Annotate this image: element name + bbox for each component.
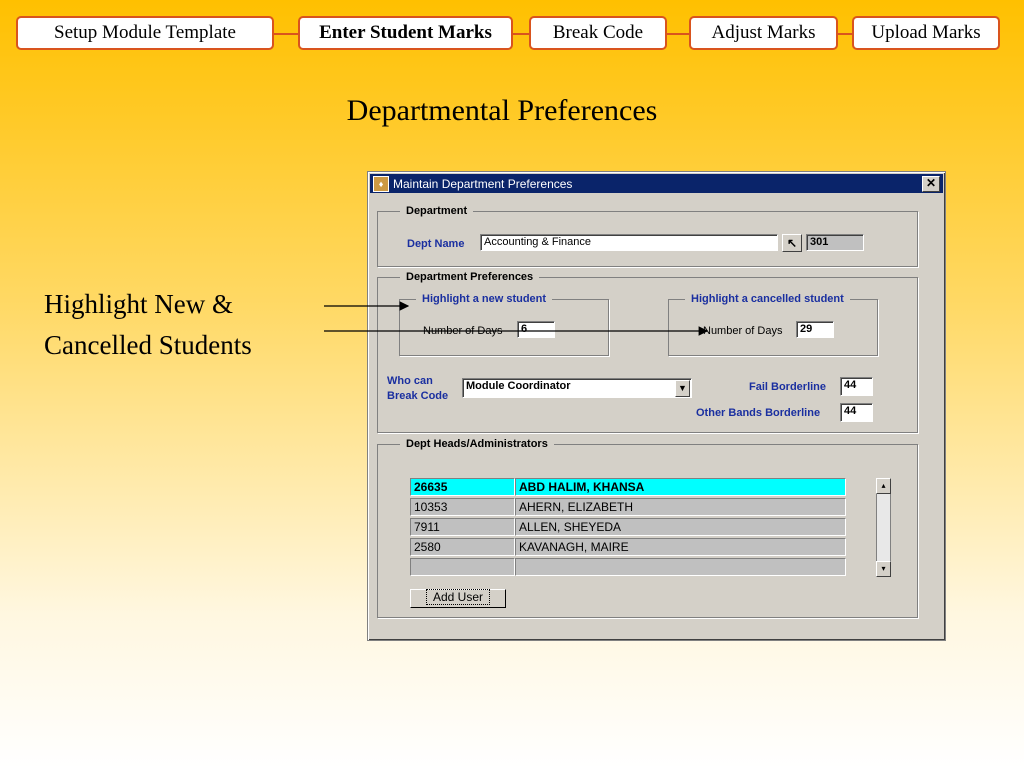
callout-line-1: Highlight New & — [44, 289, 233, 319]
break-code-label-1: Who can — [387, 375, 433, 387]
scroll-up-icon[interactable]: ▴ — [876, 478, 891, 494]
add-user-label: Add User — [427, 590, 489, 604]
admin-name-cell[interactable]: AHERN, ELIZABETH — [515, 498, 846, 516]
dept-code-field: 301 — [806, 234, 864, 251]
lov-cursor-icon[interactable]: ↖ — [782, 234, 802, 252]
dept-name-label: Dept Name — [407, 238, 465, 250]
fail-borderline-input[interactable]: 44 — [840, 377, 873, 396]
flow-step-adjust-marks[interactable]: Adjust Marks — [689, 16, 838, 50]
new-student-days-label: Number of Days — [423, 325, 503, 337]
flow-step-break-code[interactable]: Break Code — [529, 16, 667, 50]
other-bands-borderline-label: Other Bands Borderline — [696, 407, 821, 419]
admin-id-cell[interactable]: 2580 — [410, 538, 515, 556]
new-student-days-input[interactable]: 6 — [517, 321, 555, 338]
admin-id-cell[interactable]: 7911 — [410, 518, 515, 536]
cancelled-student-legend: Highlight a cancelled student — [691, 293, 844, 305]
admin-name-cell[interactable]: KAVANAGH, MAIRE — [515, 538, 846, 556]
slide-title: Departmental Preferences — [346, 94, 658, 127]
chevron-down-icon[interactable]: ▼ — [675, 380, 690, 397]
cancelled-student-days-input[interactable]: 29 — [796, 321, 834, 338]
cancelled-student-days-label: Number of Days — [703, 325, 783, 337]
window-title: Maintain Department Preferences — [393, 176, 573, 191]
flow-step-enter-student-marks[interactable]: Enter Student Marks — [298, 16, 513, 50]
other-bands-borderline-input[interactable]: 44 — [840, 403, 873, 422]
admin-id-cell[interactable]: 10353 — [410, 498, 515, 516]
fail-borderline-label: Fail Borderline — [749, 381, 827, 393]
department-preferences-legend: Department Preferences — [406, 271, 534, 283]
dept-admins-legend: Dept Heads/Administrators — [406, 438, 548, 450]
close-icon[interactable]: ✕ — [922, 176, 940, 192]
app-icon: ♦ — [373, 176, 389, 192]
break-code-value: Module Coordinator — [466, 380, 571, 392]
admin-id-cell[interactable]: 26635 — [410, 478, 515, 496]
department-legend: Department — [406, 205, 468, 217]
scroll-down-icon[interactable]: ▾ — [876, 561, 891, 577]
new-student-legend: Highlight a new student — [422, 293, 547, 305]
admin-name-cell[interactable]: ALLEN, SHEYEDA — [515, 518, 846, 536]
break-code-label-2: Break Code — [387, 390, 449, 402]
flow-step-setup-module-template[interactable]: Setup Module Template — [16, 16, 274, 50]
dept-name-field[interactable]: Accounting & Finance — [480, 234, 778, 251]
admin-name-cell[interactable]: ABD HALIM, KHANSA — [515, 478, 846, 496]
callout-line-2: Cancelled Students — [44, 330, 252, 360]
flow-step-upload-marks[interactable]: Upload Marks — [852, 16, 1000, 50]
